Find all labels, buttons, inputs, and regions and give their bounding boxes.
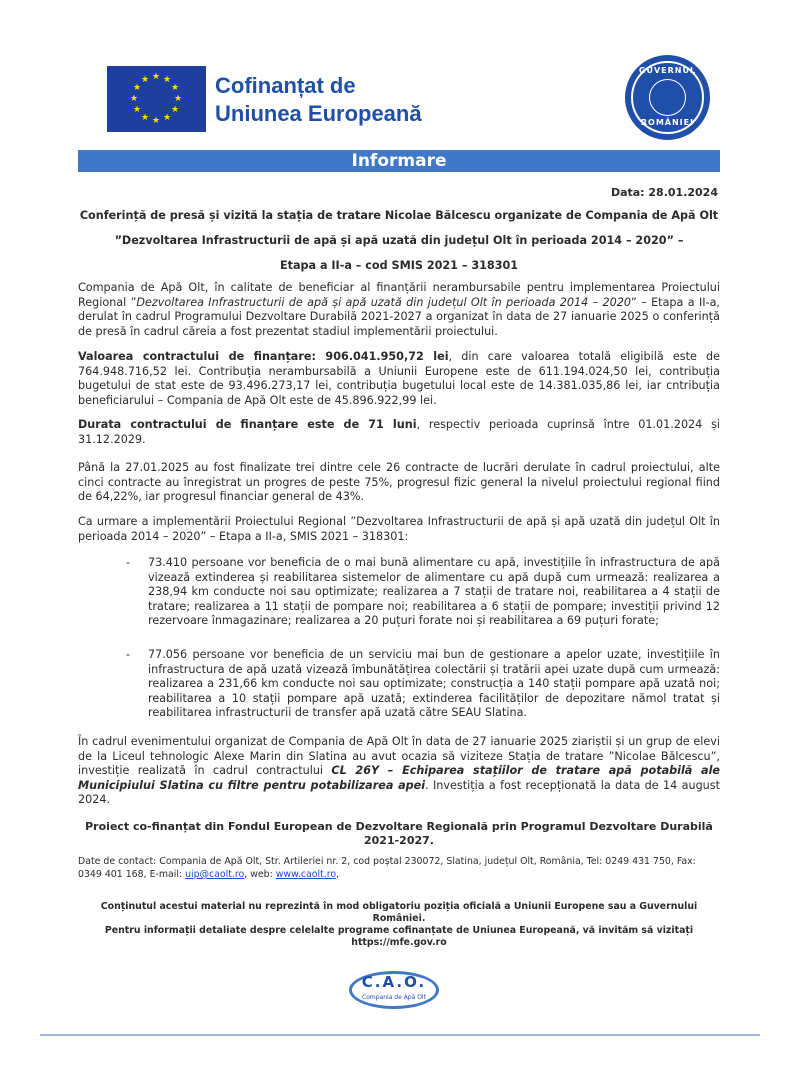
- disclaimer-line-1: Conținutul acestui material nu reprezintă în mod obligatoriu poziția oficială a Uniunii Europene sau a Guvernului României.: [100, 901, 698, 924]
- intro-text-a: Compania de Apă Olt, în calitate de beneficiar al finanțării nerambursabile pentru implementarea Proiectului Regional ”: [78, 281, 720, 309]
- web-prefix: , web:: [244, 869, 276, 880]
- web-suffix: ,: [336, 869, 340, 880]
- contract-value-details: , din care valoarea totală eligibilă este de 764.948.716,52 lei. Contribuția nerambursabilă a Uniunii Europene este de 611.194.024,50 lei, contribuția bugetului de stat este de 93.496.273,17 lei, contribuția bugetului local este de 14.381.035,86 lei, iar cntribuția beneficiarului – Compania de Apă Olt este de 45.896.922,99 lei.: [78, 350, 720, 407]
- event-text-a: În cadrul evenimentului organizat de Compania de Apă Olt în data de 27 ianuarie 2025 ziariștii și un grup de elevi de la Liceul tehnologic Alexe Marin din Slatina au avut ocazia să viziteze Stația de tratare ”Nicolae Bălcescu”, investiție realizată în cadrul contractului: [78, 735, 720, 777]
- seal-bottom-text: ROMÂNIEI: [640, 118, 695, 127]
- logo-text: C.A.O.: [361, 973, 427, 991]
- eu-line-2: Uniunea Europeană: [215, 101, 422, 126]
- event-contract-name: CL 26Y – Echiparea stațiilor de tratare apă potabilă ale Municipiului Slatina cu filtre pentru potabilizarea apei: [78, 764, 721, 792]
- title-line-1: Conferință de presă și vizită la stația de tratare Nicolae Bălcescu organizate de Compania de Apă Olt: [79, 209, 719, 222]
- paragraph-event: [78, 735, 720, 808]
- paragraph-progress: Până la 27.01.2025 au fost finalizate trei dintre cele 26 contracte de lucrări derulate în cadrul proiectului, alte cinci contracte au înregistrat un progres de peste 75%, progresul fizic general la nivelul proiectului regional fiind de 64,22%, iar progresul financiar general de 43%.: [78, 461, 720, 503]
- paragraph-intro: [78, 281, 720, 339]
- document-date: Data: 28.01.2024: [610, 186, 718, 199]
- website-link[interactable]: www.caolt.ro: [275, 869, 337, 880]
- event-text-c: . Investiția a fost recepționată la data de 14 august 2024.: [78, 778, 720, 806]
- footer-divider: [40, 1034, 760, 1036]
- title-line-2: ”Dezvoltarea Infrastructurii de apă și apă uzată din județul Olt în perioada 2014 – 2020” –: [114, 234, 684, 247]
- duration-label: Durata contractului de finanțare este de 71 luni: [78, 418, 417, 431]
- intro-project-name: Dezvoltarea Infrastructurii de apă și apă uzată din județul Olt în perioada 2014 – 2020: [136, 295, 632, 309]
- disclaimer-line-2: Pentru informații detaliate despre celelalte programe cofinanțate de Uniunea Europeană, vă invităm să vizitați https://mfe.gov.ro: [104, 925, 694, 948]
- disclaimer: [78, 901, 720, 949]
- eu-cofinanced-label: [215, 72, 422, 128]
- intro-text-c: ” – Etapa a II-a, derulat în cadrul Programului Dezvoltare Durabilă 2021-2027 a organizat în data de 27 ianuarie 2025 o conferință de presă în cadrul căreia a fost prezentat stadiul implementării proiectului.: [78, 295, 720, 338]
- seal-top-text: GUVERNUL: [638, 66, 697, 75]
- contact-text: Date de contact: Compania de Apă Olt, Str. Artileriei nr. 2, cod poștal 230072, Slatina, județul Olt, România, Tel: 0249 431 750, Fax: 0349 401 168, E-mail:: [78, 856, 696, 880]
- romanian-government-seal: [625, 55, 710, 140]
- results-list-wastewater: [148, 648, 720, 721]
- paragraph-duration: [78, 418, 720, 447]
- results-list-water: [148, 556, 720, 629]
- duration-period: , respectiv perioada cuprinsă între 01.01.2024 și 31.12.2029.: [78, 418, 720, 446]
- email-link[interactable]: uip@caolt.ro: [185, 869, 245, 880]
- paragraph-contract-value: [78, 350, 720, 408]
- eu-line-1: Cofinanțat de: [215, 73, 356, 98]
- informare-banner: Informare: [78, 150, 720, 172]
- eu-flag-logo: ★ ★ ★ ★ ★ ★ ★ ★ ★ ★ ★ ★: [107, 66, 206, 132]
- cao-logo: [349, 967, 439, 1013]
- list-item: - 73.410 persoane vor beneficia de o mai bună alimentare cu apă, investițiile în infrastructura de apă vizează extinderea și reabilitarea sistemelor de alimentare cu apă după cum urmează: realizarea a 238,94 km conducte noi sau optimizate; realizarea a 7 stații de tratare noi, reabilitarea a 4 stații de tratare; realizarea a 11 stații de pompare noi; reabilitarea a 6 stații de pompare; investiții privind 12 rezervoare înmagazinare; realizarea a 20 puțuri forate noi și reabilitarea a 69 puțuri forate;: [148, 556, 720, 629]
- title-line-3: Etapa a II-a – cod SMIS 2021 – 318301: [279, 259, 519, 272]
- paragraph-results-intro: Ca urmare a implementării Proiectului Regional ”Dezvoltarea Infrastructurii de apă și apă uzată din județul Olt în perioada 2014 – 2020” – Etapa a II-a, SMIS 2021 – 318301:: [78, 515, 720, 543]
- contract-value-label: Valoarea contractului de finanțare: 906.041.950,72 lei: [78, 350, 449, 363]
- logo-subtitle: Compania de Apă Olt: [362, 994, 426, 1001]
- contact-details: [78, 855, 720, 881]
- list-item: - 77.056 persoane vor beneficia de un serviciu mai bun de gestionare a apelor uzate, investițiile în infrastructura de apă uzată vizează îmbunătățirea colectării și tratării apei uzate după cum urmează: realizarea a 231,66 km conducte noi sau optimizate; construcția a 140 stații pompare apă uzată noi; reabilitarea a 10 stații pompare apă uzată; extinderea facilităților de depozitare nămol tratat și reabilitarea infrastructurii de transfer apă uzată către SEAU Slatina.: [148, 648, 720, 721]
- project-cofinancing-note: Proiect co-finanțat din Fondul European de Dezvoltare Regională prin Programul Dezvoltare Durabilă 2021-2027.: [85, 820, 713, 847]
- seal-center: [649, 79, 686, 116]
